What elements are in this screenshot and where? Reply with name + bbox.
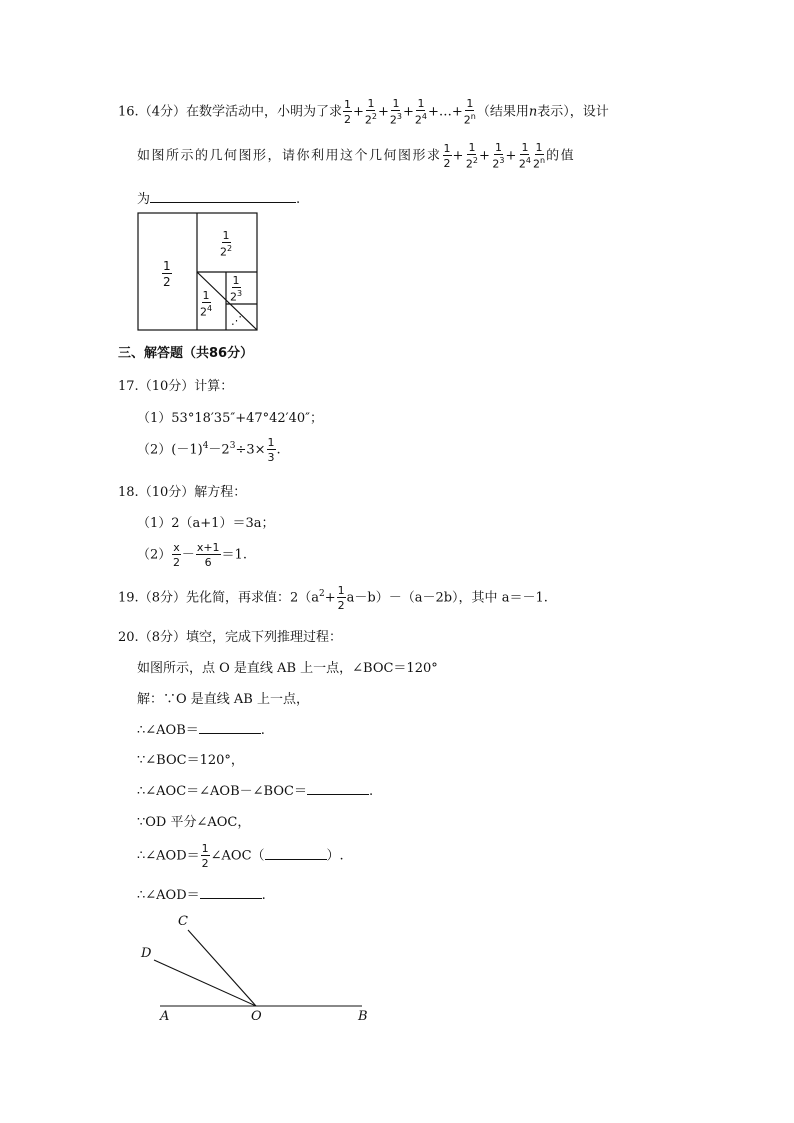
section3-title: 三、解答题（共86分） <box>118 346 254 361</box>
q20-blank-aob[interactable] <box>199 721 261 734</box>
q18-part2: （2） $\frac{x}{2}$ － $\frac{x+1}{6}$ ＝1. <box>137 541 247 569</box>
fig-label-dots: ⋰ <box>231 314 242 327</box>
q20-line7: ∴∠AOD＝ $\frac{1}{2}$ ∠AOC（ ）. <box>137 842 344 870</box>
q17-part1: （1）53°18′35″+47°42′40″； <box>137 411 324 426</box>
q16-score: （4分） <box>138 104 186 120</box>
series-term-4b: $\frac{1}{2^4}$ <box>518 141 532 171</box>
q17-title: 17.（10分）计算： <box>118 379 234 394</box>
q18-title: 18.（10分）解方程： <box>118 485 247 500</box>
q20-line1: 如图所示，点 O 是直线 AB 上一点，∠BOC＝120° <box>137 661 438 676</box>
q16-answer-blank[interactable] <box>150 190 296 203</box>
series-term-3b: $\frac{1}{2^3}$ <box>492 141 505 171</box>
series-term-3: $\frac{1}{2^3}$ <box>389 97 402 127</box>
q17-part2: $(2)(-1)^4-2^3\div 3\times$ $\frac{1}{3}$ . <box>137 436 281 464</box>
q20-blank-aoc[interactable] <box>307 782 369 795</box>
q20-line5: ∴∠AOC＝∠AOB－∠BOC＝ . <box>137 784 374 799</box>
series-term-4: $\frac{1}{2^4}$ <box>414 97 427 127</box>
ray-od <box>154 960 256 1006</box>
point-label-d: D <box>141 946 152 961</box>
q20-line4: ∵∠BOC＝120°， <box>137 753 244 768</box>
q16-line2: 如图所示的几何图形，请你利用这个几何图形求 $\frac{1}{2}$ + $\frac{1}{2^2}$ + $\frac{1}{2^3}$ + $\frac{1}{2^4}$ $\frac{1}{2^n}$ 的值 <box>137 141 576 171</box>
fig-label-half: $\frac{1}{2}$ <box>163 259 171 289</box>
q18-part1: （1）2（a+1）＝3a； <box>137 516 275 531</box>
q20-blank-aod[interactable] <box>200 886 262 899</box>
q16-line3: 为 . <box>137 192 301 207</box>
fig-label-quarter: $\frac{1}{2^2}$ <box>220 229 233 259</box>
series-term-1: $\frac{1}{2}$ <box>343 97 351 126</box>
point-label-a: A <box>160 1009 170 1024</box>
q20-line3: ∴∠AOB＝ . <box>137 723 265 738</box>
q16-text1: 在数学活动中，小明为了求 <box>185 104 342 120</box>
series-term-2b: $\frac{1}{2^2}$ <box>465 141 479 171</box>
point-label-b: B <box>358 1009 368 1024</box>
q20-blank-reason[interactable] <box>265 847 327 860</box>
q20-line2: 解：∵O 是直线 AB 上一点， <box>137 692 309 707</box>
q20-line6: ∵OD 平分∠AOC， <box>137 815 251 830</box>
fig-label-eighth-right: $\frac{1}{2^3}$ <box>230 274 243 304</box>
q16-number: 16. <box>118 104 139 120</box>
q20-title: 20.（8分）填空，完成下列推理过程： <box>118 630 342 645</box>
series-term-n: $\frac{1}{2^n}$ <box>463 97 476 127</box>
point-label-c: C <box>178 914 188 929</box>
q16-line1: 16.（4分）在数学活动中，小明为了求 $\frac{1}{2}$ + $\frac{1}{2^2}$ + $\frac{1}{2^3}$ + $\frac{1}{2^4}$ +…+ $\frac{1}{2^n}$ （结果用n表示），设计 <box>118 97 609 127</box>
q20-line8: ∴∠AOD＝ . <box>137 888 266 903</box>
fig-label-sixteenth: $\frac{1}{2^4}$ <box>200 289 213 319</box>
series-term-nb: $\frac{1}{2^n}$ <box>533 141 546 171</box>
series-term-1b: $\frac{1}{2}$ <box>443 141 451 170</box>
ray-oc <box>188 930 256 1006</box>
point-label-o: O <box>251 1009 262 1024</box>
series-term-2: $\frac{1}{2^2}$ <box>364 97 377 127</box>
q19-line: 19.（8分）先化简，再求值：$2(a^2+$ $\frac{1}{2}$ a－b）－（a－2b），其中 a＝－1. <box>118 584 548 612</box>
q16-text4: 如图所示的几何图形，请你利用这个几何图形求 <box>137 148 442 164</box>
